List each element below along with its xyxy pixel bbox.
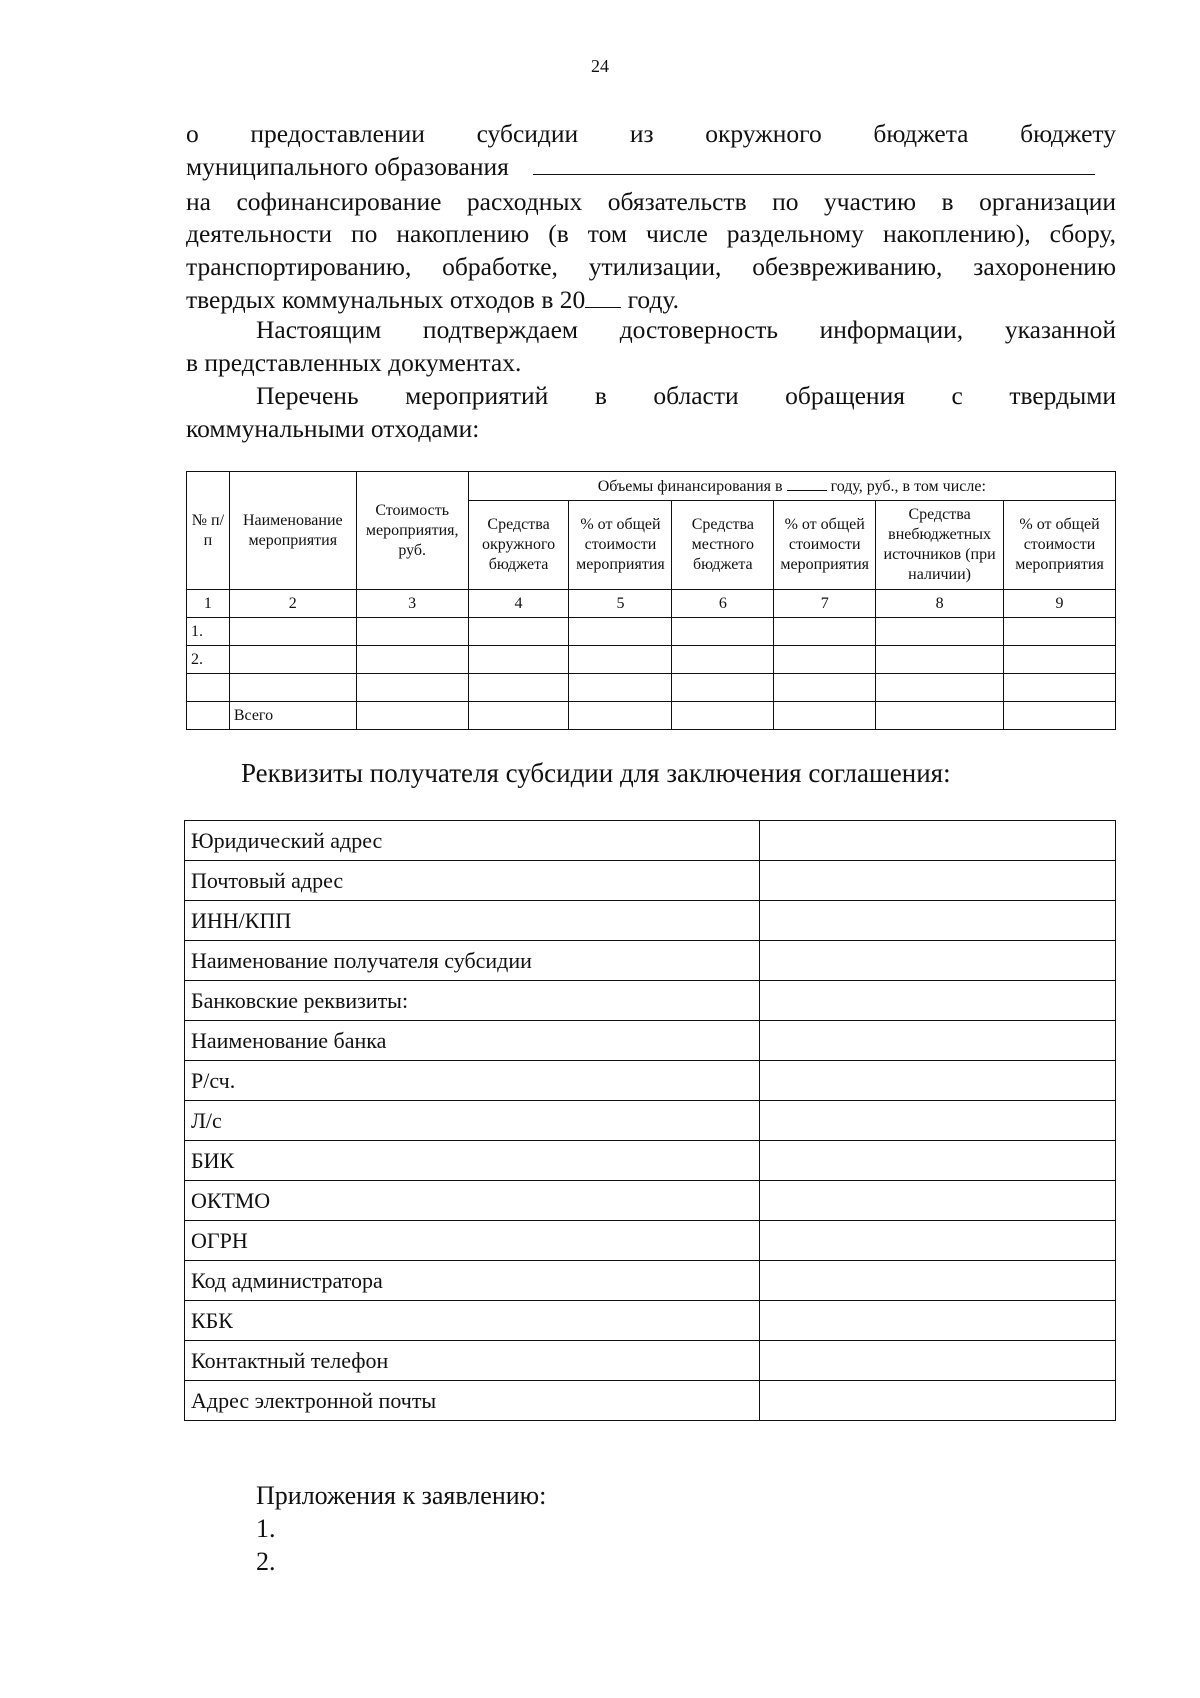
table-cell: 1. xyxy=(187,618,230,646)
table-row xyxy=(187,674,1116,702)
table-cell xyxy=(774,702,876,730)
table-cell xyxy=(356,674,468,702)
header-percent-district: % от общей стоимости мероприятия xyxy=(569,501,672,590)
table-cell xyxy=(187,702,230,730)
table-cell xyxy=(569,618,672,646)
requisite-row xyxy=(185,1221,1116,1261)
requisite-value-field[interactable] xyxy=(760,1181,1116,1221)
requisite-value-field[interactable] xyxy=(760,1221,1116,1261)
column-number: 6 xyxy=(672,590,774,618)
requisite-label: Наименование банка xyxy=(185,1021,760,1061)
column-number: 5 xyxy=(569,590,672,618)
total-row xyxy=(187,702,1116,730)
requisite-value-field[interactable] xyxy=(760,1021,1116,1061)
requisite-label: ИНН/КПП xyxy=(185,901,760,941)
municipality-label: муниципального образования xyxy=(186,152,509,181)
table-cell xyxy=(672,618,774,646)
table-cell xyxy=(356,646,468,674)
table-cell xyxy=(1004,618,1116,646)
column-number: 4 xyxy=(468,590,569,618)
requisite-label: Контактный телефон xyxy=(185,1341,760,1381)
requisite-label: Банковские реквизиты: xyxy=(185,981,760,1021)
year-prefix: твердых коммунальных отходов в 20 xyxy=(186,285,586,314)
requisite-row xyxy=(185,1301,1116,1341)
list-intro-line-2: коммунальными отходами: xyxy=(186,414,480,443)
intro-line-2 xyxy=(186,150,1116,184)
header-local-budget: Средства местного бюджета xyxy=(672,501,774,590)
requisite-row xyxy=(185,1061,1116,1101)
table-cell xyxy=(229,646,356,674)
page-number: 24 xyxy=(591,56,609,76)
table-row xyxy=(187,618,1116,646)
intro-line-4: деятельности по накоплению (в том числе раздельному накоплению), сбору, xyxy=(186,219,1116,248)
requisite-row xyxy=(185,981,1116,1021)
column-number: 3 xyxy=(356,590,468,618)
list-intro-line-1: Перечень мероприятий в области обращения с твердыми xyxy=(256,381,1116,410)
column-number-row xyxy=(187,590,1116,618)
header-event-cost: Стоимость мероприятия, руб. xyxy=(356,472,468,590)
financing-header-row-1 xyxy=(187,472,1116,501)
requisites-title: Реквизиты получателя субсидии для заключения соглашения: xyxy=(241,758,951,788)
requisite-label: Л/с xyxy=(185,1101,760,1141)
confirm-line-2: в представленных документах. xyxy=(186,348,522,377)
table-cell xyxy=(876,618,1004,646)
header-district-budget: Средства окружного бюджета xyxy=(468,501,569,590)
requisite-value-field[interactable] xyxy=(760,1381,1116,1421)
table-cell xyxy=(672,674,774,702)
intro-line-6 xyxy=(186,283,1116,317)
table-cell xyxy=(774,618,876,646)
table-cell xyxy=(356,702,468,730)
requisite-label: Р/сч. xyxy=(185,1061,760,1101)
column-number: 8 xyxy=(876,590,1004,618)
requisite-label: Код администратора xyxy=(185,1261,760,1301)
requisite-label: Адрес электронной почты xyxy=(185,1381,760,1421)
requisite-value-field[interactable] xyxy=(760,1301,1116,1341)
year-suffix: году. xyxy=(621,285,679,314)
requisite-value-field[interactable] xyxy=(760,941,1116,981)
table-cell xyxy=(229,618,356,646)
table-cell xyxy=(876,702,1004,730)
table-cell xyxy=(468,646,569,674)
requisite-value-field[interactable] xyxy=(760,1141,1116,1181)
requisite-row xyxy=(185,901,1116,941)
requisite-row xyxy=(185,821,1116,861)
requisite-label: ОГРН xyxy=(185,1221,760,1261)
requisite-label: Почтовый адрес xyxy=(185,861,760,901)
year-blank xyxy=(585,283,621,308)
requisite-value-field[interactable] xyxy=(760,1101,1116,1141)
table-cell xyxy=(774,646,876,674)
intro-line-5: транспортированию, обработке, утилизации, обезвреживанию, захоронению xyxy=(186,252,1116,281)
requisite-value-field[interactable] xyxy=(760,981,1116,1021)
header-percent-local: % от общей стоимости мероприятия xyxy=(774,501,876,590)
municipality-blank xyxy=(533,150,1095,175)
table-cell xyxy=(876,646,1004,674)
table-cell xyxy=(187,674,230,702)
column-number: 2 xyxy=(229,590,356,618)
table-cell xyxy=(356,618,468,646)
header-percent-extrabudgetary: % от общей стоимости мероприятия xyxy=(1004,501,1116,590)
requisite-row xyxy=(185,1141,1116,1181)
requisite-label: БИК xyxy=(185,1141,760,1181)
table-cell xyxy=(229,674,356,702)
table-cell xyxy=(468,618,569,646)
requisite-row xyxy=(185,1341,1116,1381)
requisite-row xyxy=(185,941,1116,981)
header-number: № п/п xyxy=(187,472,230,590)
requisite-row xyxy=(185,861,1116,901)
requisite-label: Юридический адрес xyxy=(185,821,760,861)
requisite-value-field[interactable] xyxy=(760,821,1116,861)
table-cell xyxy=(1004,674,1116,702)
column-number: 9 xyxy=(1004,590,1116,618)
table-cell xyxy=(468,674,569,702)
requisite-value-field[interactable] xyxy=(760,1341,1116,1381)
requisite-row xyxy=(185,1101,1116,1141)
financing-year-blank xyxy=(787,476,827,491)
requisite-label: Наименование получателя субсидии xyxy=(185,941,760,981)
attachment-item: 1. xyxy=(256,1514,276,1543)
table-cell xyxy=(1004,702,1116,730)
requisites-table xyxy=(184,820,1116,1421)
table-cell xyxy=(1004,646,1116,674)
financing-table xyxy=(186,471,1116,730)
attachments-title: Приложения к заявлению: xyxy=(256,1481,547,1510)
intro-line-1: о предоставлении субсидии из окружного бюджета бюджету xyxy=(186,119,1116,148)
header-extrabudgetary: Средства внебюджетных источников (при наличии) xyxy=(876,501,1004,590)
confirm-line-1: Настоящим подтверждаем достоверность информации, указанной xyxy=(256,315,1116,344)
requisite-value-field[interactable] xyxy=(760,901,1116,941)
table-cell xyxy=(672,646,774,674)
table-cell xyxy=(569,674,672,702)
requisite-row xyxy=(185,1181,1116,1221)
financing-group-suffix: году, руб., в том числе: xyxy=(830,477,986,495)
column-number: 1 xyxy=(187,590,230,618)
requisite-value-field[interactable] xyxy=(760,861,1116,901)
requisite-value-field[interactable] xyxy=(760,1261,1116,1301)
requisite-value-field[interactable] xyxy=(760,1061,1116,1101)
requisite-row xyxy=(185,1021,1116,1061)
table-row xyxy=(187,646,1116,674)
table-cell xyxy=(468,702,569,730)
table-cell xyxy=(774,674,876,702)
column-number: 7 xyxy=(774,590,876,618)
table-cell xyxy=(672,702,774,730)
requisite-row xyxy=(185,1381,1116,1421)
requisite-label: КБК xyxy=(185,1301,760,1341)
requisite-row xyxy=(185,1261,1116,1301)
financing-group-prefix: Объемы финансирования в xyxy=(597,477,783,495)
header-financing-group xyxy=(468,472,1115,501)
table-cell xyxy=(876,674,1004,702)
table-cell xyxy=(569,702,672,730)
table-cell: 2. xyxy=(187,646,230,674)
total-label: Всего xyxy=(229,702,356,730)
requisite-label: ОКТМО xyxy=(185,1181,760,1221)
intro-line-3: на софинансирование расходных обязательств по участию в организации xyxy=(186,187,1116,216)
header-event-name: Наименование мероприятия xyxy=(229,472,356,590)
attachment-item: 2. xyxy=(256,1547,276,1576)
table-cell xyxy=(569,646,672,674)
